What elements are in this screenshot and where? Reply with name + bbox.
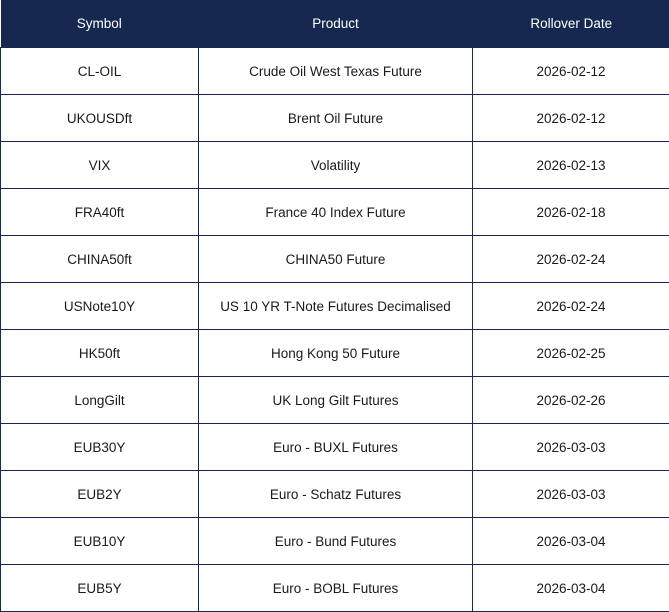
table-row	[1, 330, 669, 377]
cell-product: Volatility	[199, 142, 473, 189]
cell-product: Brent Oil Future	[199, 95, 473, 142]
cell-product: France 40 Index Future	[199, 189, 473, 236]
cell-symbol: EUB2Y	[1, 471, 199, 518]
cell-product: US 10 YR T-Note Futures Decimalised	[199, 283, 473, 330]
cell-symbol: CL-OIL	[1, 48, 199, 95]
cell-rollover-date: 2026-02-18	[473, 189, 669, 236]
cell-symbol: VIX	[1, 142, 199, 189]
cell-product: Euro - Schatz Futures	[199, 471, 473, 518]
cell-symbol: USNote10Y	[1, 283, 199, 330]
cell-product: Hong Kong 50 Future	[199, 330, 473, 377]
cell-rollover-date: 2026-03-03	[473, 471, 669, 518]
table-row	[1, 236, 669, 283]
table-row	[1, 471, 669, 518]
cell-rollover-date: 2026-02-13	[473, 142, 669, 189]
table-row	[1, 424, 669, 471]
cell-symbol: CHINA50ft	[1, 236, 199, 283]
cell-rollover-date: 2026-02-24	[473, 283, 669, 330]
table-row	[1, 95, 669, 142]
cell-rollover-date: 2026-02-12	[473, 48, 669, 95]
cell-rollover-date: 2026-03-04	[473, 565, 669, 612]
table-row	[1, 189, 669, 236]
cell-symbol: EUB10Y	[1, 518, 199, 565]
table-body	[1, 48, 669, 612]
table-header-row	[1, 0, 669, 48]
table-header	[1, 0, 669, 48]
cell-rollover-date: 2026-02-25	[473, 330, 669, 377]
table-row	[1, 48, 669, 95]
table-row	[1, 565, 669, 612]
cell-symbol: UKOUSDft	[1, 95, 199, 142]
cell-rollover-date: 2026-03-04	[473, 518, 669, 565]
cell-rollover-date: 2026-02-24	[473, 236, 669, 283]
table-row	[1, 518, 669, 565]
cell-product: Euro - BOBL Futures	[199, 565, 473, 612]
cell-symbol: FRA40ft	[1, 189, 199, 236]
table-row	[1, 377, 669, 424]
column-header-rollover-date: Rollover Date	[473, 0, 669, 48]
cell-symbol: HK50ft	[1, 330, 199, 377]
column-header-product: Product	[199, 0, 473, 48]
cell-symbol: EUB30Y	[1, 424, 199, 471]
table-row	[1, 283, 669, 330]
cell-product: CHINA50 Future	[199, 236, 473, 283]
column-header-symbol: Symbol	[1, 0, 199, 48]
cell-product: Euro - Bund Futures	[199, 518, 473, 565]
cell-symbol: EUB5Y	[1, 565, 199, 612]
cell-rollover-date: 2026-02-12	[473, 95, 669, 142]
cell-rollover-date: 2026-02-26	[473, 377, 669, 424]
cell-product: Euro - BUXL Futures	[199, 424, 473, 471]
cell-product: Crude Oil West Texas Future	[199, 48, 473, 95]
table-row	[1, 142, 669, 189]
cell-product: UK Long Gilt Futures	[199, 377, 473, 424]
cell-symbol: LongGilt	[1, 377, 199, 424]
cell-rollover-date: 2026-03-03	[473, 424, 669, 471]
